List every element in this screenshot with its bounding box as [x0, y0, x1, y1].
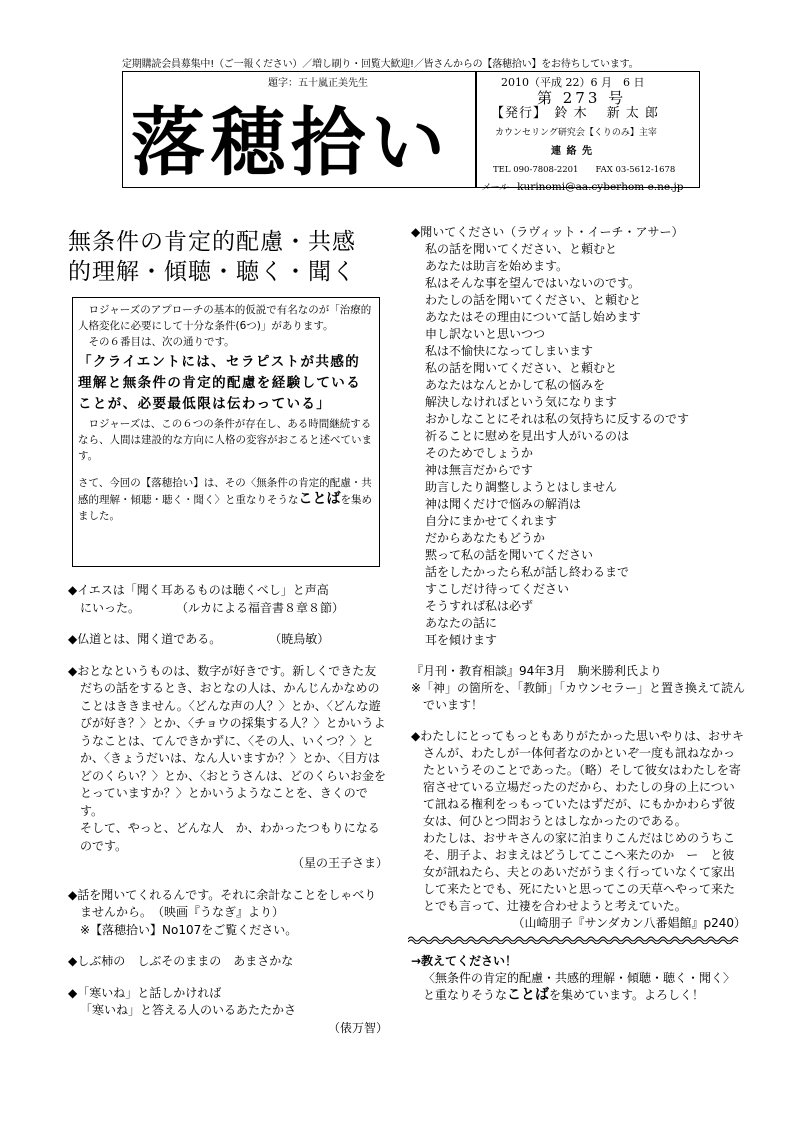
poem-line: 助言したり調整しようとはしません	[425, 480, 618, 494]
kindness-source: （山崎朋子『サンダカン八番娼館』p240）	[512, 916, 746, 930]
poem-line: 祈ることに慰めを見出す人がいるのは	[425, 429, 630, 443]
kindness-quote-cont: わたしは、おサキさんの家に泊まりこんだはじめのうちこそ、朋子よ、おまえはどうしてここへ来たのか ー と彼女が訊ねたら、夫とのあいだがうまく行っていなくて家出して来たとでも、死にたいと思ってこの天草へやって来たとでも言って、辻褄を合わせようと考えていた。	[423, 831, 736, 913]
poem-line: すこしだけ待ってください	[425, 582, 570, 596]
quote-source: （俵万智）	[327, 1020, 388, 1035]
quote-item	[68, 887, 388, 940]
quote-line: ◆仏道とは、聞く道である。 （暁烏敏）	[68, 632, 330, 646]
publisher: 【発行】 鈴 木 新 太 郎	[491, 106, 660, 121]
calligraphy-credit: 題字：五十嵐正美先生	[268, 78, 368, 89]
poem-line: 自分にまかせてくれます	[425, 514, 558, 528]
logo-text: 落穂拾い	[131, 100, 451, 184]
poem-line: そのためでしょうか	[425, 446, 534, 460]
poem-line: あなたはその理由について話し始めます	[425, 310, 641, 324]
poem-line: そうすれば私は必ず	[425, 599, 534, 613]
email-address[interactable]: kurinomi@aa.cyberhom e.ne.jp	[517, 181, 684, 193]
quote-line: ◆イエスは「聞く耳あるものは聴くべし」と声高	[68, 583, 329, 597]
wavy-divider	[408, 934, 743, 944]
quote-line: 「寒いね」と答える人のいるあたたかさ	[80, 1003, 297, 1017]
quote-line: そして、やっと、どんな人 か、わかったつもりになるのです。	[80, 821, 380, 853]
email-line	[481, 180, 697, 193]
left-column	[68, 582, 388, 1051]
poem-line: わたしの話を聞いてください、と頼むと	[425, 293, 642, 307]
page-title	[68, 227, 356, 287]
poem-line: 神は聞くだけで悩みの解消は	[425, 497, 582, 511]
ask-text: を集めています。よろしく！	[549, 988, 705, 1002]
masthead-divider	[475, 72, 477, 187]
quote-source: （星の王子さま）	[291, 856, 388, 870]
poem-line: 神は無言だからです	[425, 463, 533, 477]
poem-line: 申し訳ないと思いつつ	[425, 327, 546, 341]
poem-line: 私はそんな事を望んではいないのです。	[425, 276, 641, 290]
poem-line: 黙って私の話を聞いてください	[425, 548, 594, 562]
ask-bold-word: ことば	[507, 987, 550, 1003]
quote-line: にいった。 （ルカによる福音書８章８節）	[80, 600, 345, 615]
newsletter-logo	[125, 92, 470, 184]
spacer	[78, 464, 374, 475]
kindness-quote: ◆わたしにとってもっともありがたかった思いやりは、おサキさんが、わたしが一体何者なのかといぞ一度も訊ねなかったというそのことであった。（略）そして彼女はわたしを寄宿させている立場だったのだから、わたしの身の上について訊ねる権利をっもっていたはずだが、にもかかわらず彼女は、何ひとつ問おうとはしなかったのである。	[411, 729, 744, 828]
tel-fax: TEL 090-7808-2201 FAX 03-5612-1678	[493, 165, 676, 175]
quote-line: ◆話を聞いてくれるんです。それに余計なことをしゃべりませんから。 （映画『うなぎ』より）	[68, 887, 377, 919]
email-label: メール	[481, 183, 508, 193]
title-line: 無条件の肯定的配慮・共感	[68, 229, 356, 255]
subscription-notice: 定期購読会員募集中!（ご一報ください）／増し刷り・回覧大歓迎!／皆さんからの【落穂拾い】をお待ちしています。	[122, 59, 639, 70]
issue-number: 第 273 号	[537, 89, 627, 107]
quote-line: ◆おとなというものは、数字が好きです。新しくできた友だちの話をするとき、おとなの人は、かんじんかなめのことはききません。〈どんな声の人？〉とか、〈どんな遊びが好き？〉とか、〈チョウの採集する人？〉とかいうようなことは、てんできかずに、〈その人、いくつ？〉とか、〈きょうだいは、なん人いますか？〉とか、〈目方はどのくらい？〉とか、〈おとうさんは、どのくらいお金をとっていますか？〉とかいうようなことを、きくのです。	[68, 663, 387, 818]
organization: カウンセリング研究会【くりのみ】主宰	[495, 128, 657, 138]
poem-note: ※「神」の箇所を、「教師」「カウンセラー」と置き換えて読んでいます！	[411, 681, 746, 712]
masthead-info	[481, 74, 697, 193]
poem-line: あなたはなんとかして私の悩みを	[425, 378, 606, 392]
intro-bold-word: ことば	[298, 491, 341, 507]
poem-line: あなたは助言を始めます。	[425, 259, 569, 273]
poem-heading: ◆聞いてください（ラヴィット・イーチ・アサー）	[411, 225, 684, 239]
intro-paragraph: その６番目は、次の通りです。	[78, 336, 235, 348]
quote-item	[68, 631, 388, 649]
poem-line: 話をしたかったら私が話し終わるまで	[425, 565, 630, 579]
intro-paragraph	[78, 475, 374, 524]
quote-item	[68, 663, 388, 873]
intro-box	[72, 297, 380, 567]
title-line: 的理解・傾聴・聴く・聞く	[68, 259, 356, 285]
intro-text: を集めました。	[78, 494, 372, 522]
poem-line: 私の話を聞いてください、と頼むと	[425, 361, 618, 375]
poem-source: 『月刊・教育相談』94年3月 駒米勝利氏より	[411, 664, 662, 678]
ask-body	[411, 970, 746, 1004]
poem-line: 解決しなければという気になります	[425, 395, 618, 409]
quote-item	[68, 985, 388, 1038]
quote-item	[68, 582, 388, 617]
rogers-quote: 「クライエントには、セラピストが共感的理解と無条件の肯定的配慮を経験していることが、必要最低限は伝わっている」	[78, 354, 362, 412]
quote-line: ◆「寒いね」と話しかければ	[68, 985, 222, 1000]
ask-text: 〈無条件の肯定的配慮・共感的理解・傾聴・聴く・聞く〉と重なりそうな	[423, 971, 736, 1002]
poem-line: おかしなことにそれは私の気持ちに反するのです	[425, 412, 690, 426]
contact-label: 連 絡 先	[551, 146, 593, 157]
poem-line: あなたの話に	[425, 616, 498, 630]
poem-line: 私は不愉快になってしまいます	[425, 344, 594, 358]
poem-line: だからあなたもどうか	[425, 531, 546, 545]
ask-heading: →教えてください！	[411, 954, 518, 968]
quote-line: ◆しぶ柿の しぶそのままの あまさかな	[68, 954, 294, 968]
right-column	[411, 224, 746, 1004]
quote-line: ※【落穂拾い】No107をご覧ください。	[80, 922, 298, 937]
issue-date: 2010（平成 22）6 月 6 日	[501, 76, 645, 89]
masthead	[122, 71, 700, 193]
poem-line: 耳を傾けます	[425, 633, 498, 647]
intro-text: さて、今回の【落穂拾い】は、その〈無条件の肯定的配慮・共感的理解・傾聴・聴く・聞く〉と重なりそうな	[78, 477, 372, 506]
intro-paragraph: ロジャーズのアプローチの基本的仮説で有名なのが「治療的人格変化に必要にして十分な条件(6つ)」があります。	[78, 304, 372, 332]
intro-paragraph: ロジャーズは、この６つの条件が存在し、ある時間継続するなら、人間は建設的な方向に人格の変容がおこると述べています。	[78, 418, 372, 462]
quote-item	[68, 953, 388, 971]
poem	[411, 241, 746, 649]
poem-line: 私の話を聞いてください、と頼むと	[425, 242, 618, 256]
